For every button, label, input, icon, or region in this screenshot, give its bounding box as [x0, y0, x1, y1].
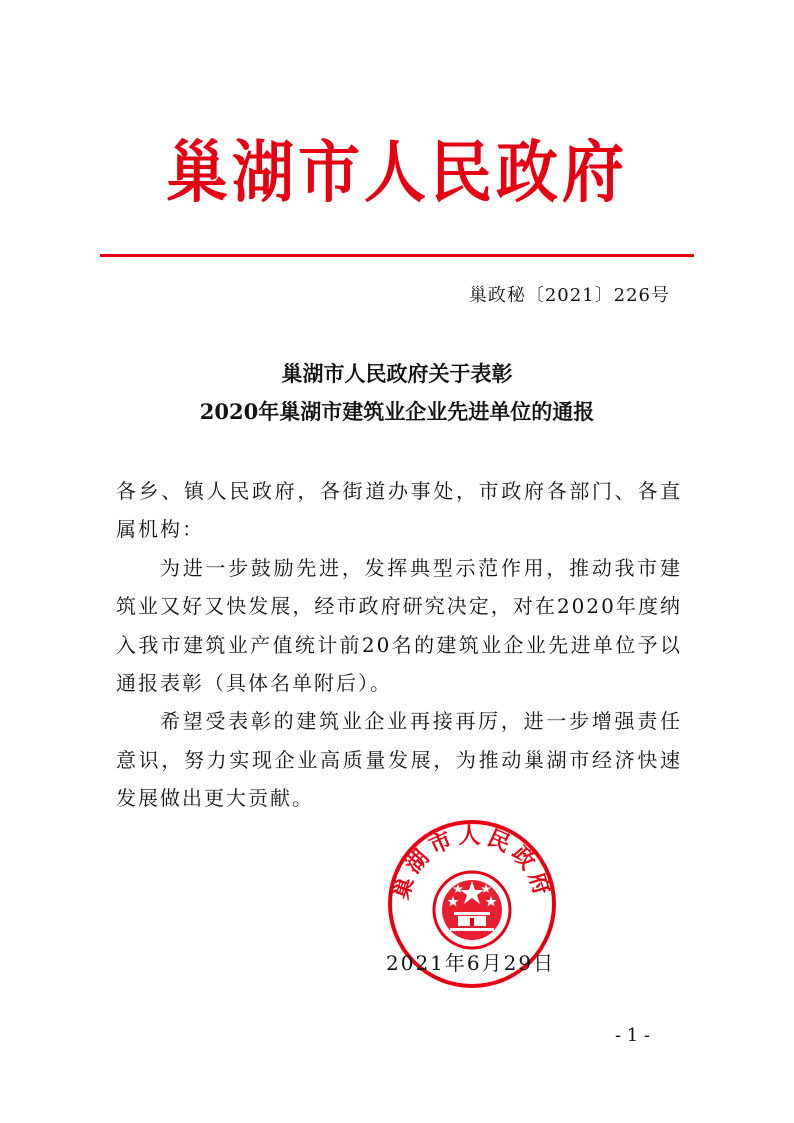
seal-text: 巢湖市人民政府: [387, 823, 557, 903]
body-paragraph-1: 为进一步鼓励先进，发挥典型示范作用，推动我市建筑业又好又快发展，经市政府研究决定，对在2020年度纳入我市建筑业产值统计前20名的建筑业企业先进单位予以通报表彰（具体名单附后）。: [116, 555, 682, 696]
agency-masthead: 巢湖市人民政府: [165, 133, 628, 212]
document-title-line-1: 巢湖市人民政府关于表彰: [281, 361, 513, 386]
page-number: - 1 -: [614, 1025, 650, 1046]
body-paragraph-2: 希望受表彰的建筑业企业再接再厉，进一步增强责任意识，努力实现企业高质量发展，为推动巢湖市经济快速发展做出更大贡献。: [116, 709, 682, 811]
issue-date: 2021年6月29日: [386, 951, 556, 975]
document-title-line-2: 2020年巢湖市建筑业企业先进单位的通报: [199, 399, 595, 424]
document-number: 巢政秘〔2021〕226号: [468, 285, 670, 306]
document-body: [116, 472, 682, 818]
national-emblem-icon: [434, 872, 510, 948]
salutation: 各乡、镇人民政府，各街道办事处，市政府各部门、各直属机构：: [116, 479, 682, 542]
red-rule-divider: [100, 254, 694, 257]
